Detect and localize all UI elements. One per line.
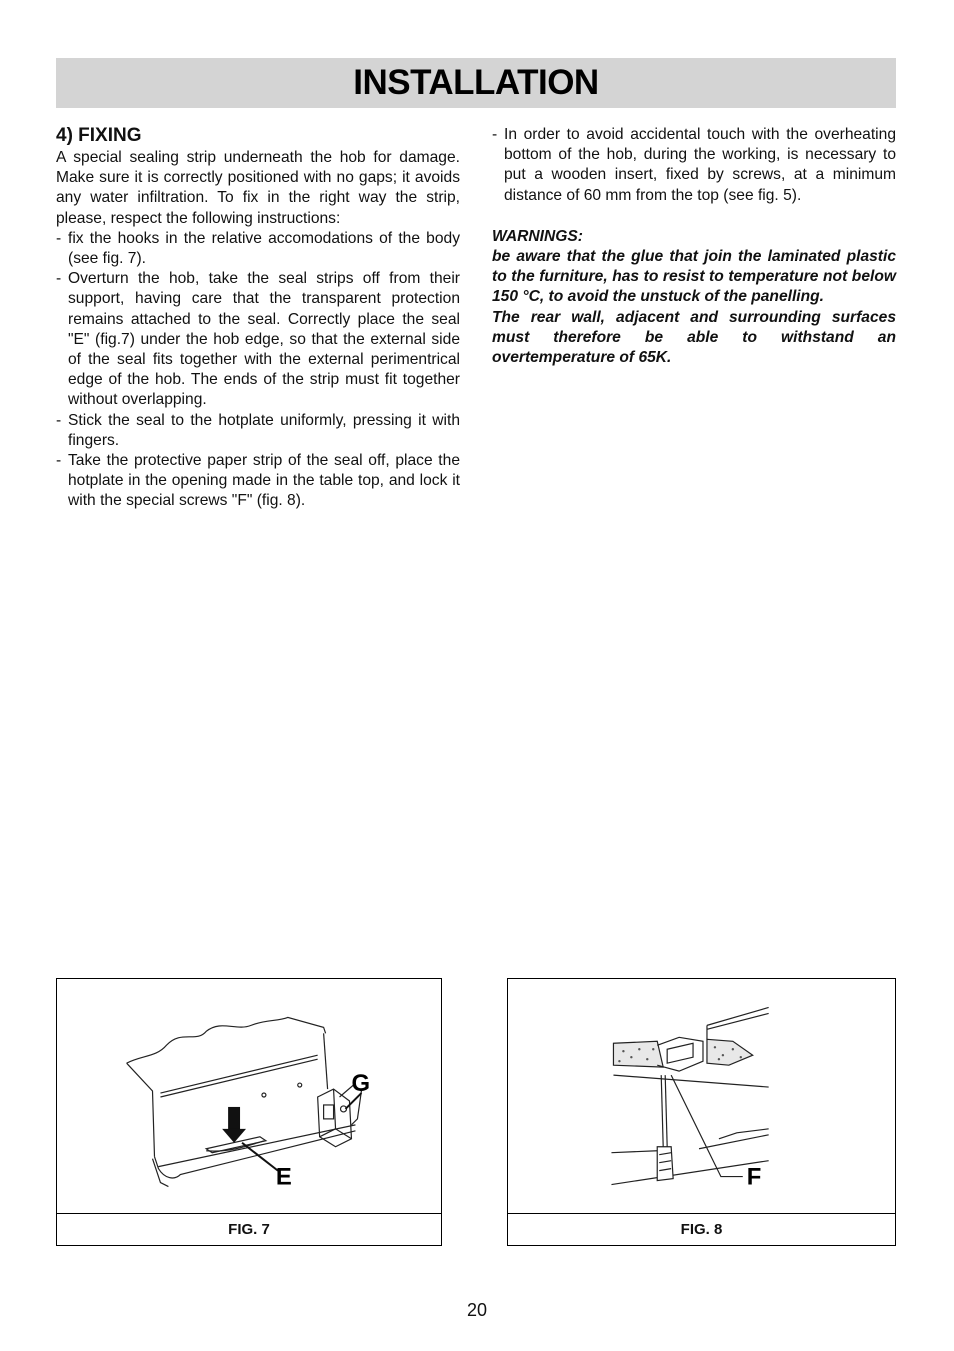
label-f: F bbox=[746, 1163, 762, 1191]
warning-text: be aware that the glue that join the laminated plastic to the furniture, has to resist to temperature not below 150 °C, to avoid the unstuck of the panelling. bbox=[492, 248, 896, 306]
page-header bbox=[56, 58, 896, 108]
section-heading: 4) FIXING bbox=[56, 125, 142, 146]
page-number: 20 bbox=[466, 1300, 488, 1320]
list-item: - Overturn the hob, take the seal strips off from their support, having care that the transparent protection remains attached to the seal. Correctly place the seal "E" (fig.7) under the hob edge, so that the external side of the seal fits together with the external perimentrical edge of the hob. The ends of the strip must fit together without overlapping. bbox=[56, 269, 460, 410]
figure-8 bbox=[507, 978, 896, 1246]
hob-seal-illustration bbox=[57, 979, 441, 1215]
fixing-steps-list bbox=[56, 229, 460, 512]
list-item: - fix the hooks in the relative accomodations of the body (see fig. 7). bbox=[56, 229, 460, 269]
intro-paragraph: A special sealing strip underneath the hob for damage. Make sure it is correctly positioned with no gaps; it avoids any water infiltration. To fix in the right way the strip, please, respect the following instructions: bbox=[56, 149, 460, 227]
list-item: - Take the protective paper strip of the seal off, place the hotplate in the opening made in the table top, and lock it with the special screws "F" (fig. 8). bbox=[56, 451, 460, 512]
insert-note-list bbox=[492, 125, 896, 206]
label-e: E bbox=[275, 1163, 292, 1191]
warning-text: The rear wall, adjacent and surrounding surfaces must therefore be able to withstand an overtemperature of 65K. bbox=[492, 308, 896, 367]
list-item: - In order to avoid accidental touch with the overheating bottom of the hob, during the working, is necessary to put a wooden insert, fixed by screws, at a minimum distance of 60 mm from the top (see fig. 5). bbox=[492, 125, 896, 206]
figure-7 bbox=[56, 978, 442, 1246]
list-item: - Stick the seal to the hotplate uniformly, pressing it with fingers. bbox=[56, 411, 460, 451]
warnings-block bbox=[492, 227, 896, 368]
figure-caption: FIG. 8 bbox=[508, 1213, 895, 1245]
warnings-title: WARNINGS: bbox=[492, 227, 583, 245]
hob-screw-illustration bbox=[508, 979, 895, 1215]
right-column bbox=[492, 125, 896, 368]
page-title: INSTALLATION bbox=[353, 63, 599, 102]
label-g: G bbox=[351, 1070, 371, 1098]
figure-caption: FIG. 7 bbox=[57, 1213, 441, 1245]
left-column bbox=[56, 124, 460, 512]
